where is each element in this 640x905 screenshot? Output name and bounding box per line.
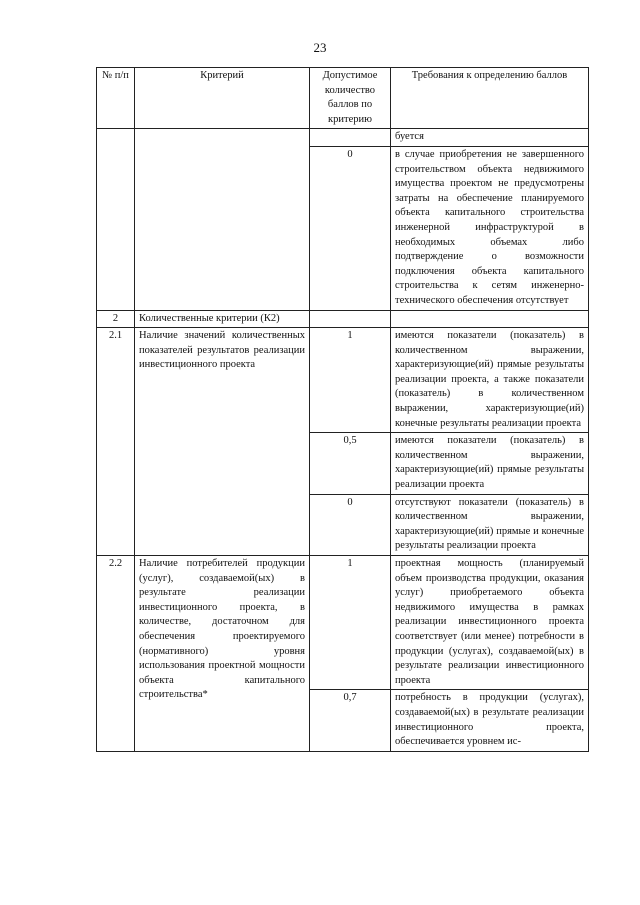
cell-requirement: буется — [391, 129, 589, 147]
table-row — [97, 556, 589, 690]
cell-score — [310, 129, 391, 147]
criteria-table — [96, 67, 589, 752]
cell-num: 2 — [97, 310, 135, 328]
header-requirements: Требования к определению баллов — [391, 68, 589, 129]
header-num: № п/п — [97, 68, 135, 129]
cell-score: 1 — [310, 556, 391, 690]
cell-requirement: имеются показатели (показатель) в количественном выражении, характеризующие(ий) прямые результаты реализации проекта, а также показатели (показатель) в количественном выражении, характеризующие(ий) конечные результаты реализации проекта — [391, 328, 589, 433]
header-criterion: Критерий — [135, 68, 310, 129]
cell-requirement: в случае приобретения не завершенного строительством объекта недвижимого имущества проектом не предусмотрены затраты на обеспечение планируемого объекта капитального строительства инженерной инфраструктурой в необходимых объемах либо подтверждение о возможности подключения объекта капитального строительства к сетям инженерно-технического обеспечения отсутствует — [391, 146, 589, 310]
cell-score: 0 — [310, 494, 391, 555]
cell-requirement: отсутствуют показатели (показатель) в количественном выражении, характеризующие(ий) прямые и конечные результаты реализации проекта — [391, 494, 589, 555]
cell-score: 0 — [310, 146, 391, 310]
table-row — [97, 129, 589, 147]
cell-criterion: Наличие потребителей продукции (услуг), создаваемой(ых) в результате реализации инвестиционного проекта, в количестве, достаточном для обеспечения проектируемого (нормативного) уровня использования проектной мощности объекта капитального строительства* — [135, 556, 310, 752]
cell-requirement: потребность в продукции (услугах), создаваемой(ых) в результате реализации инвестиционного проекта, обеспечивается уровнем ис- — [391, 690, 589, 751]
table-header-row — [97, 68, 589, 129]
cell-criterion: Количественные критерии (К2) — [135, 310, 310, 328]
header-score: Допустимое количество баллов по критерию — [310, 68, 391, 129]
cell-score — [310, 310, 391, 328]
cell-score: 0,5 — [310, 433, 391, 494]
cell-requirement: проектная мощность (планируемый объем производства продукции, оказания услуг) приобретаемого объекта недвижимого имущества в рамках реализации инвестиционного проекта соответствует (или менее) потребности в продукции (услугах), создаваемой(ых) в результате реализации инвестиционного проекта — [391, 556, 589, 690]
cell-criterion: Наличие значений количественных показателей результатов реализации инвестиционного проекта — [135, 328, 310, 556]
table-row — [97, 328, 589, 433]
cell-requirement — [391, 310, 589, 328]
cell-num: 2.2 — [97, 556, 135, 752]
cell-score: 1 — [310, 328, 391, 433]
table-row — [97, 310, 589, 328]
cell-criterion — [135, 129, 310, 310]
cell-num — [97, 129, 135, 310]
cell-score: 0,7 — [310, 690, 391, 751]
cell-requirement: имеются показатели (показатель) в количественном выражении, характеризующие(ий) прямые результаты реализации проекта — [391, 433, 589, 494]
cell-num: 2.1 — [97, 328, 135, 556]
page-number: 23 — [313, 40, 327, 55]
